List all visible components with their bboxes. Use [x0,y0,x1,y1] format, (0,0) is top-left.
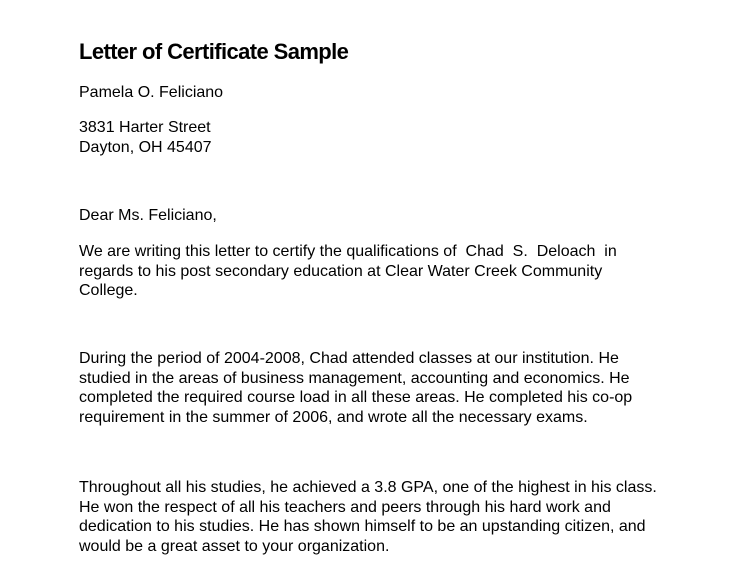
paragraph-line: would be a great asset to your organization. [79,537,390,555]
paragraph-line: College. [79,282,138,299]
address-street: 3831 Harter Street [79,119,211,136]
paragraph-certification [79,242,617,301]
recipient-name: Pamela O. Feliciano [79,84,224,101]
paragraph-line: During the period of 2004-2008, Chad attended classes at our institution. He [79,350,619,367]
paragraph-line: regards to his post secondary education at Clear Water Creek Community [79,262,603,280]
salutation: Dear Ms. Feliciano, [79,207,217,224]
paragraph-line: completed the required course load in all these areas. He completed his co-op [79,389,633,406]
paragraph-studies [79,349,632,427]
address-city-state-zip: Dayton, OH 45407 [79,138,212,156]
paragraph-line: We are writing this letter to certify the qualifications of Chad S. Deloach in [79,243,617,260]
paragraph-line: requirement in the summer of 2006, and wrote all the necessary exams. [79,408,588,426]
paragraph-line: studied in the areas of business management, accounting and economics. He [79,369,630,387]
paragraph-line: Throughout all his studies, he achieved a 3.8 GPA, one of the highest in his class. [79,479,657,496]
paragraph-achievements [79,478,657,556]
page-title: Letter of Certificate Sample [79,39,349,64]
paragraph-line: dedication to his studies. He has shown himself to be an upstanding citizen, and [79,518,646,535]
recipient-address [79,118,212,157]
paragraph-line: He won the respect of all his teachers and peers through his hard work and [79,498,611,516]
